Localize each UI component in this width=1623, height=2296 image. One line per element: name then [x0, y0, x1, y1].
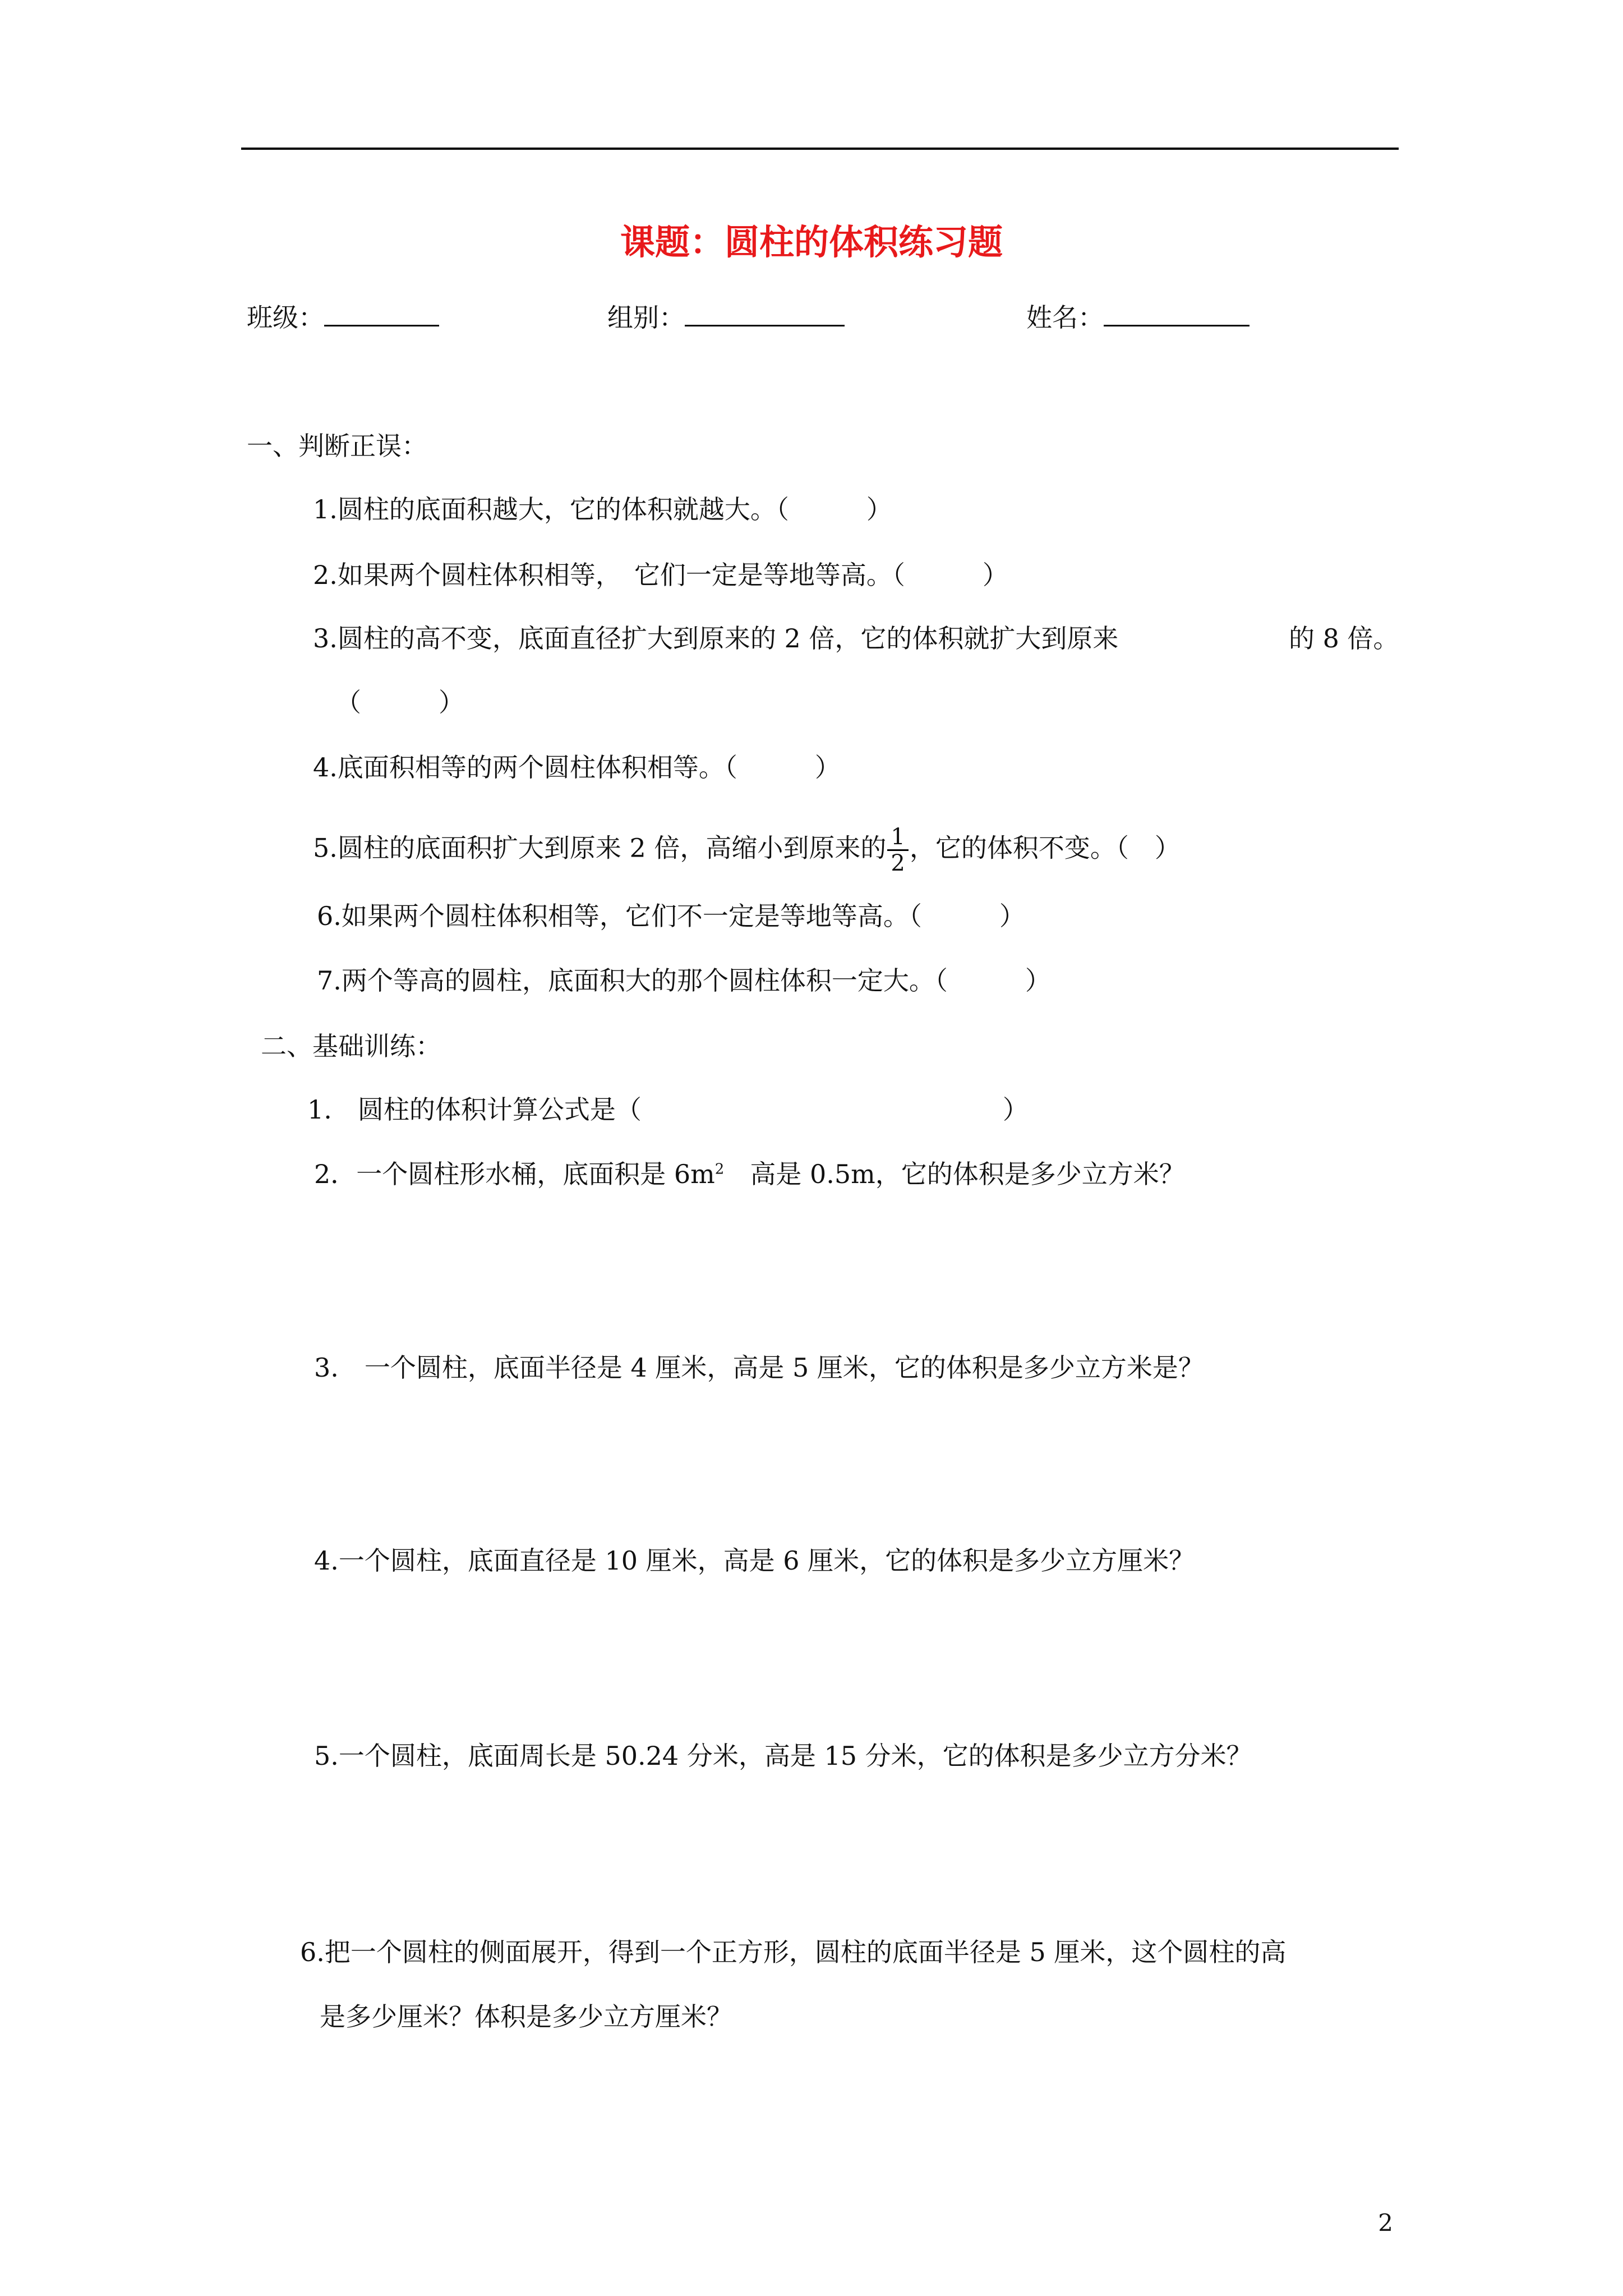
- page-number: 2: [1378, 2209, 1393, 2237]
- group-label: 组别：: [607, 302, 685, 333]
- judge-item-3-paren: （ ）: [335, 687, 464, 717]
- name-label: 姓名：: [1026, 302, 1104, 333]
- fraction-denominator: 2: [891, 850, 905, 876]
- header-rule: [241, 148, 1399, 150]
- judge-item-3: 3.圆柱的高不变，底面直径扩大到原来的 2 倍，它的体积就扩大到原来: [313, 623, 1119, 654]
- section2-heading: 二、基础训练：: [261, 1031, 441, 1061]
- class-label: 班级：: [247, 302, 324, 333]
- basic-q2-before: 2．一个圆柱形水桶，底面积是 6m: [314, 1159, 715, 1189]
- basic-q1: 1. 圆柱的体积计算公式是（ ）: [307, 1094, 1029, 1125]
- group-field: [607, 300, 845, 334]
- basic-q5: 5.一个圆柱，底面周长是 50.24 分米，高是 15 分米，它的体积是多少立方分米？: [314, 1741, 1252, 1771]
- basic-q6-line1: 6.把一个圆柱的侧面展开，得到一个正方形，圆柱的底面半径是 5 厘米，这个圆柱的高: [300, 1937, 1287, 1967]
- judge-item-3-tail: 的 8 倍。: [1289, 623, 1399, 654]
- judge-item-4: 4.底面积相等的两个圆柱体积相等。（ ）: [313, 752, 841, 783]
- fraction-one-half: [887, 825, 908, 876]
- basic-q2-after: 高是 0.5m，它的体积是多少立方米？: [724, 1159, 1185, 1189]
- basic-q2: [314, 1157, 1185, 1191]
- judge-item-2: 2.如果两个圆柱体积相等， 它们一定是等地等高。（ ）: [313, 560, 1008, 590]
- judge-item-7: 7.两个等高的圆柱，底面积大的那个圆柱体积一定大。（ ）: [317, 965, 1051, 996]
- judge-item-5-after: ，它的体积不变。（ ）: [909, 832, 1181, 863]
- name-field: [1026, 300, 1249, 334]
- basic-q4: 4.一个圆柱，底面直径是 10 厘米，高是 6 厘米，它的体积是多少立方厘米？: [314, 1545, 1195, 1576]
- class-field: [247, 300, 439, 334]
- judge-item-5-before: 5.圆柱的底面积扩大到原来 2 倍，高缩小到原来的: [313, 832, 887, 863]
- page-title: 课题：圆柱的体积练习题: [620, 222, 1003, 263]
- name-blank[interactable]: [1104, 300, 1249, 326]
- judge-item-1: 1.圆柱的底面积越大，它的体积就越大。（ ）: [313, 494, 892, 524]
- judge-item-5: [313, 825, 1181, 876]
- squared-superscript: 2: [714, 1161, 725, 1178]
- judge-item-6: 6.如果两个圆柱体积相等，它们不一定是等地等高。（ ）: [317, 901, 1025, 931]
- group-blank[interactable]: [685, 300, 845, 326]
- section1-heading: 一、判断正误：: [247, 431, 427, 461]
- fraction-numerator: 1: [887, 825, 908, 851]
- basic-q3: 3. 一个圆柱，底面半径是 4 厘米，高是 5 厘米，它的体积是多少立方米是？: [314, 1352, 1204, 1383]
- class-blank[interactable]: [324, 300, 439, 326]
- basic-q6-line2: 是多少厘米？体积是多少立方厘米？: [320, 2001, 732, 2032]
